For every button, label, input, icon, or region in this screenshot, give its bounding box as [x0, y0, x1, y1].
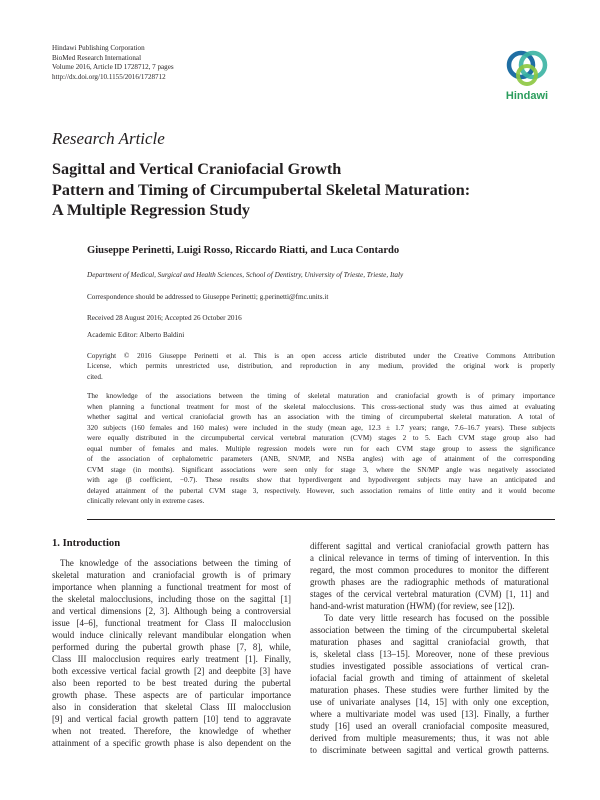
body-line: both excessive vertical facial growth [2] and deepbite [3] have	[52, 665, 291, 676]
body-line: also been reported to be best treated during the pubertal	[52, 677, 291, 688]
copyright-line: License, which permits unrestricted use, distribution, and reproduction in any medium, provided the original work is properly	[87, 362, 555, 371]
section-heading-introduction: 1. Introduction	[52, 538, 121, 549]
body-column-right	[310, 541, 549, 757]
article-title	[52, 159, 470, 221]
body-line: the skeletal malocclusions, including those on the sagittal [1]	[52, 593, 291, 604]
academic-editor: Academic Editor: Alberto Baldini	[87, 331, 185, 339]
abstract-line: CVM stage (in months). Significant associations were seen only for stage 3, where the SN/MP angle was negatively associated	[87, 465, 555, 474]
title-line: Pattern and Timing of Circumpubertal Skeletal Maturation:	[52, 180, 471, 199]
body-line: stages of the cervical vertebral maturation (CVM) [1, 11] and	[310, 588, 549, 599]
body-line: issue [4–6], functional treatment for Class II malocclusion	[52, 617, 291, 628]
body-line: when not treated. Therefore, the knowledge of whether	[52, 725, 291, 736]
received-accepted-dates: Received 28 August 2016; Accepted 26 October 2016	[87, 314, 242, 322]
body-column-left	[52, 558, 291, 750]
publisher-name: Hindawi Publishing Corporation	[52, 44, 145, 52]
body-line: regard, the most common procedures to monitor the different	[310, 564, 549, 575]
abstract-line: 320 subjects (160 females and 160 males) were included in the study (mean age, 12.3 ± 1.7 years; range, 7.6–16.7 years). These subjects	[87, 423, 555, 432]
body-line: Class III malocclusion requires early treatment [1]. Finally,	[52, 653, 291, 664]
abstract-divider	[87, 519, 555, 520]
body-line: would induce clinically relevant mandibular elongation when	[52, 629, 291, 640]
body-line: growth phase. These aspects are of particular importance	[52, 689, 291, 700]
journal-header	[52, 44, 174, 82]
body-line: growth phases are the radiographic methods of maturational	[310, 576, 549, 587]
abstract-line: clinically relevant only in extreme cases.	[87, 497, 205, 506]
copyright-line: Copyright © 2016 Giuseppe Perinetti et al. This is an open access article distributed under the Creative Commons Attribution	[87, 352, 555, 360]
body-line: iofacial facial growth and timing of attainment of skeletal	[310, 672, 549, 683]
abstract-line: when planning a functional treatment for most of the skeletal malocclusions. This cross-sectional study was thus aimed at evaluating	[87, 402, 555, 411]
body-line: also in consideration that skeletal Class III malocclusion	[52, 701, 291, 712]
body-line: The knowledge of the associations between the timing of	[60, 558, 291, 568]
body-line: to discriminate between sagittal and vertical growth patterns.	[310, 744, 549, 755]
body-line: [9] and vertical facial growth pattern [10] tend to aggravate	[52, 713, 291, 724]
body-line: importance when planning a functional treatment for most of	[52, 581, 291, 592]
body-line: hand-and-wrist maturation (HWM) (for review, see [12]).	[310, 600, 515, 611]
hindawi-logo	[498, 46, 556, 108]
hindawi-logo-text: Hindawi	[505, 90, 549, 102]
hindawi-logo-icon	[498, 46, 556, 90]
body-line: study [16] used an overall craniofacial composite measured,	[310, 720, 549, 731]
copyright-line: cited.	[87, 372, 103, 381]
journal-name: BioMed Research International	[52, 53, 142, 62]
doi-link[interactable]: http://dx.doi.org/10.1155/2016/1728712	[52, 72, 166, 81]
body-line: different sagittal and vertical craniofacial growth pattern has	[310, 541, 549, 551]
title-line: Sagittal and Vertical Craniofacial Growth	[52, 160, 342, 178]
body-line: is, skeletal class [13–15]. Moreover, none of these previous	[310, 648, 549, 659]
abstract-line: with age (β coefficient, −0.7). These results show that hyperdivergent and hypodivergent subjects may have an anticipated and	[87, 476, 555, 485]
body-line: use of univariate analyses [14, 15] with only one exception,	[310, 696, 549, 707]
article-type: Research Article	[52, 129, 165, 148]
body-line: performed during the pubertal growth phase [7, 8], while,	[52, 641, 291, 652]
affiliation: Department of Medical, Surgical and Health Sciences, School of Dentistry, University of Trieste, Trieste, Italy	[87, 271, 404, 279]
body-line: and vertical dimensions [2, 3]. Although being a controversial	[52, 605, 291, 616]
abstract-line: delayed attainment of the pubertal CVM stage 3, respectively. However, such association remains of little entity and it would become	[87, 486, 555, 495]
volume-info: Volume 2016, Article ID 1728712, 7 pages	[52, 63, 174, 72]
body-line: studies investigated possible associations of vertical cran-	[310, 660, 549, 671]
correspondence: Correspondence should be addressed to Giuseppe Perinetti; g.perinetti@fmc.units.it	[87, 293, 329, 301]
body-line: maturation phases and sagittal craniofacial growth, that	[310, 636, 549, 647]
body-line: where a multivariate model was used [13]. Finally, a further	[310, 708, 549, 719]
title-line: A Multiple Regression Study	[52, 201, 251, 219]
author-list: Giuseppe Perinetti, Luigi Rosso, Riccardo Riatti, and Luca Contardo	[87, 245, 400, 256]
body-line: a clinical relevance in terms of timing of intervention. In this	[310, 552, 549, 563]
abstract-line: were equally distributed in the circumpubertal cervical vertebral maturation (CVM) stages 2 to 5. Each CVM stage group also had	[87, 434, 555, 443]
body-line: skeletal maturation and craniofacial growth is of primary	[52, 569, 291, 580]
copyright-notice	[87, 351, 555, 382]
abstract-line: equal number of females and males. Multiple regression models were run for each CVM stage group to assess the significance	[87, 444, 555, 453]
abstract	[87, 391, 555, 507]
body-line: association between the timing of the circumpubertal skeletal	[310, 624, 549, 635]
body-line: To date very little research has focused on the possible	[324, 612, 549, 623]
body-line: attainment of a specific growth phase is also dependent on the	[52, 737, 291, 748]
body-line: derived from multiple measurements; thus, it was not able	[310, 732, 549, 743]
abstract-line: of the association of cephalometric parameters (ANB, SN/MP, and NSBa angles) with age of attainment of the corresponding	[87, 455, 555, 464]
abstract-line: whether sagittal and vertical craniofacial growth has an association with the timing of circumpubertal skeletal maturation. A total of	[87, 413, 555, 422]
abstract-line: The knowledge of the associations between the timing of skeletal maturation and craniofacial growth is of primary importance	[87, 392, 555, 400]
body-line: maturation phases. These studies were further limited by the	[310, 684, 549, 695]
